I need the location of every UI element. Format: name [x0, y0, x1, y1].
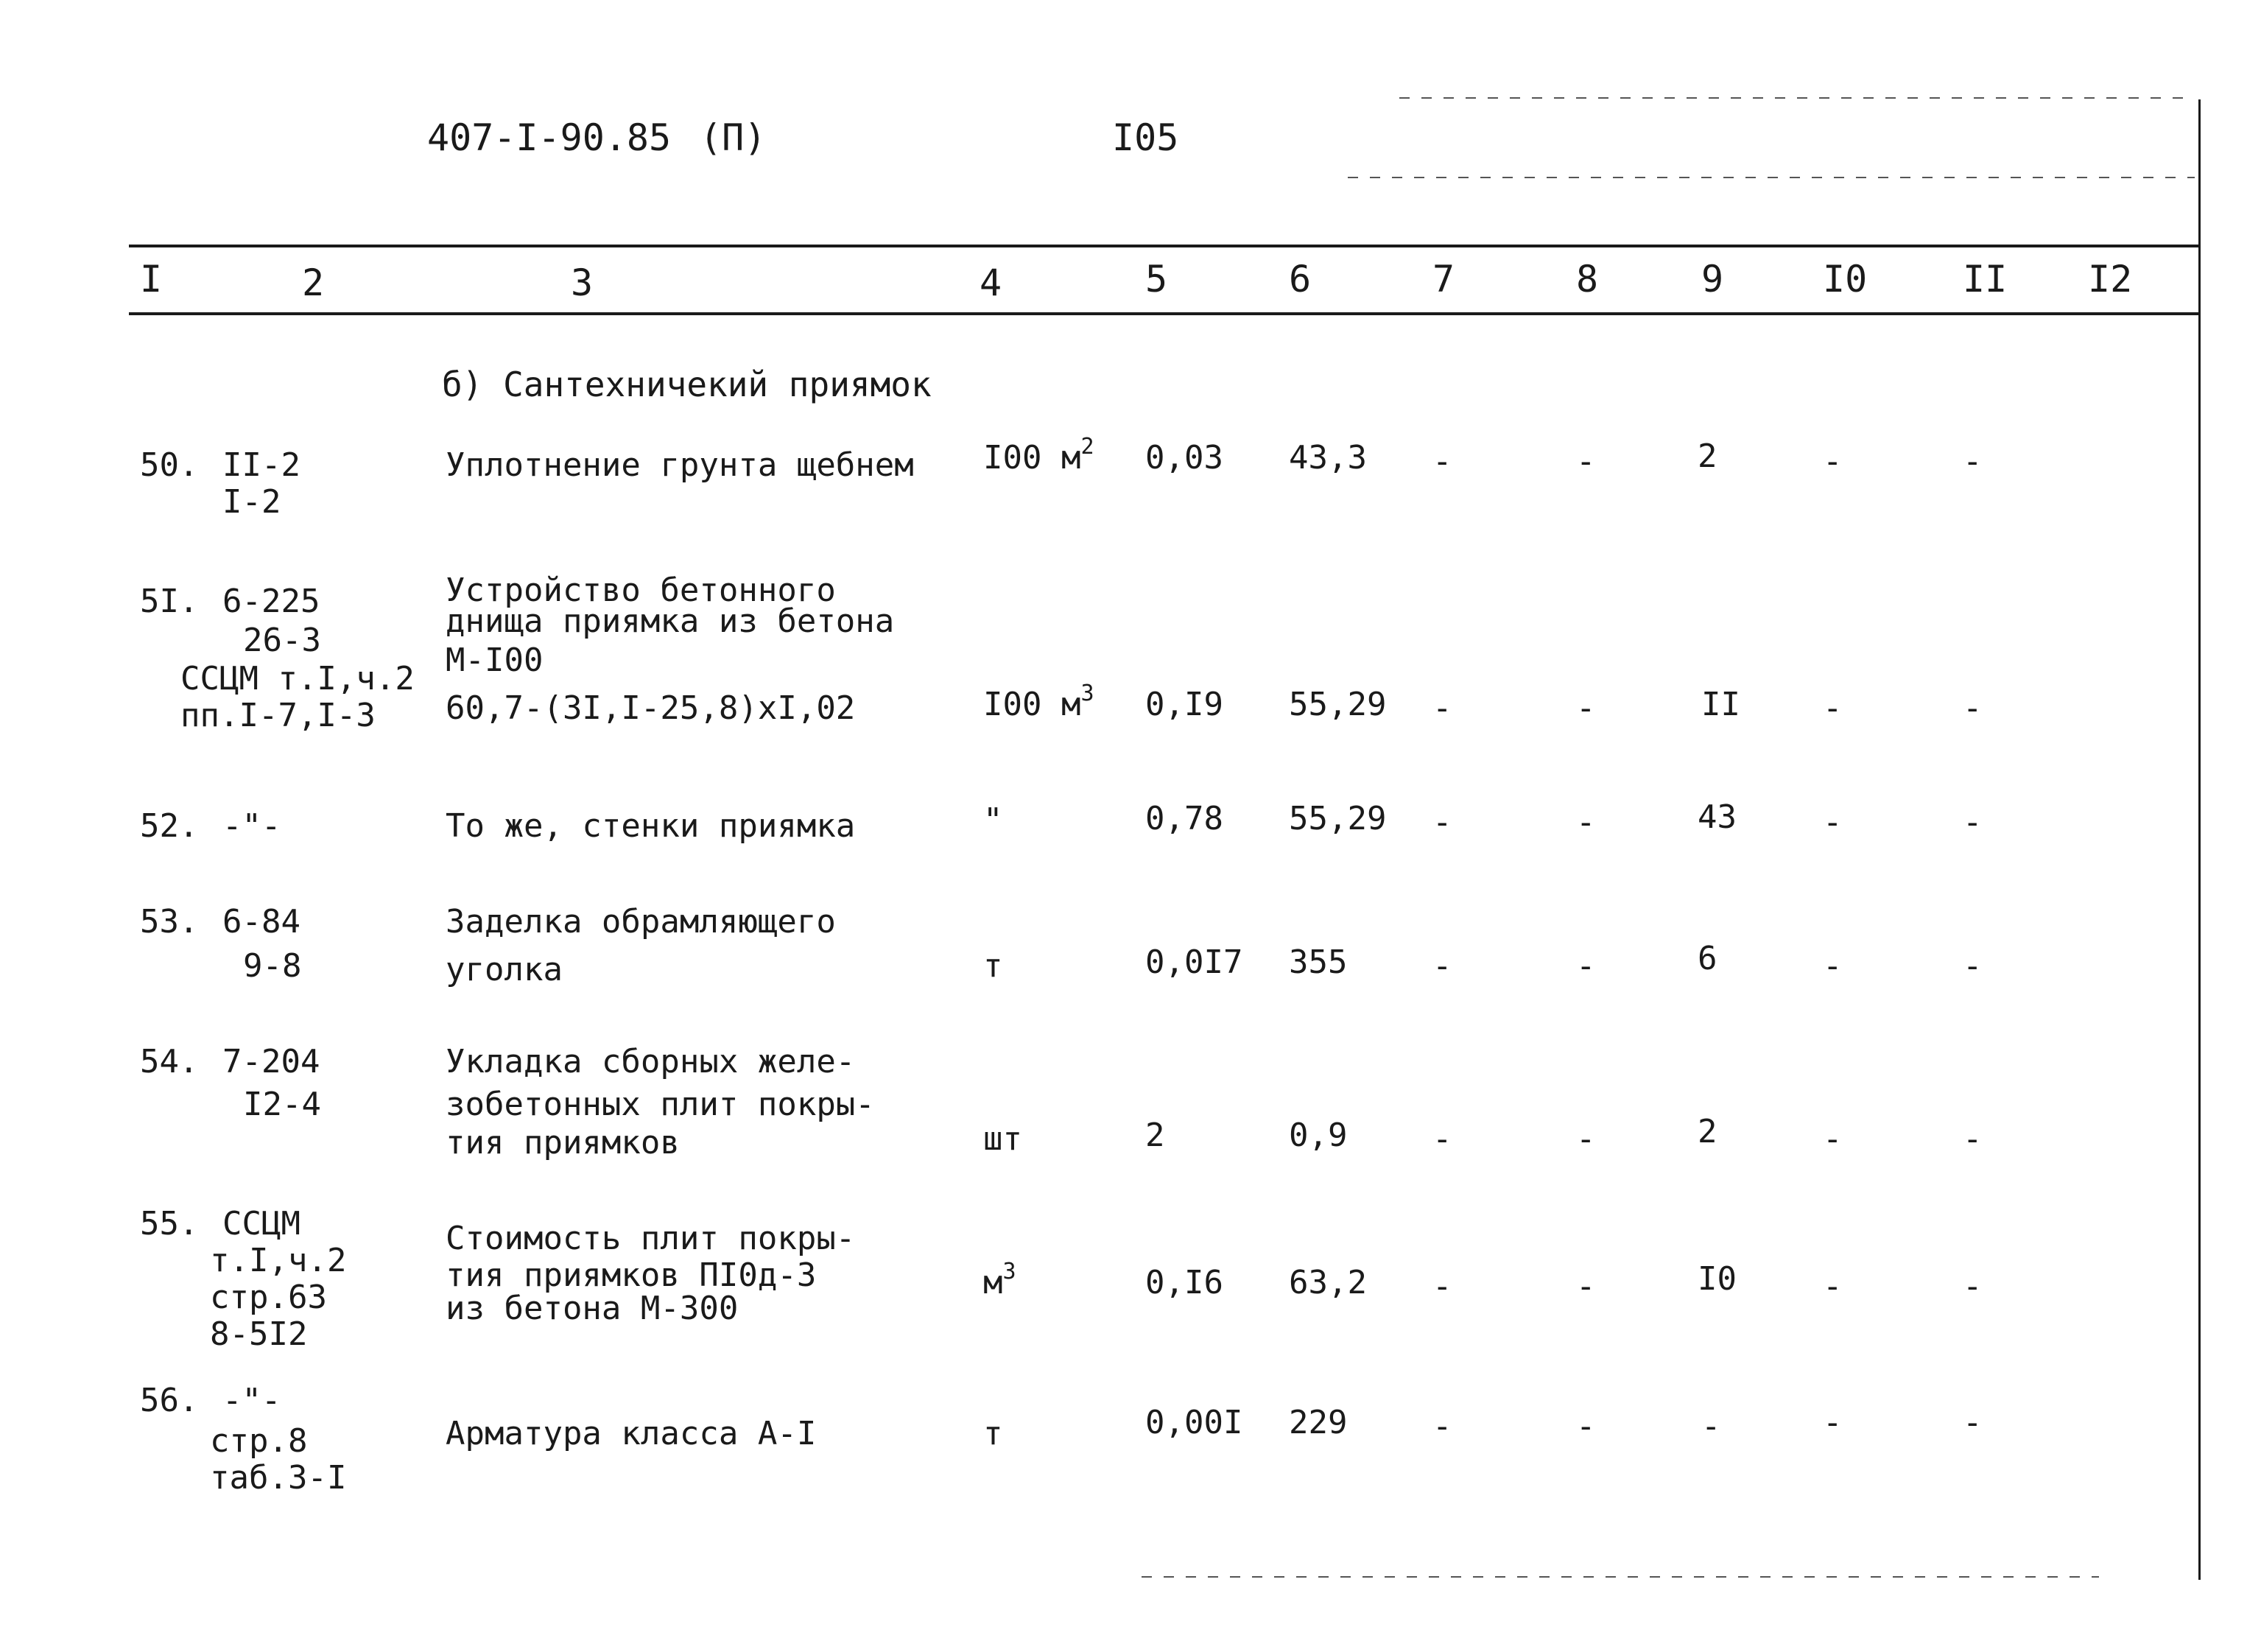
row-unit: I00 $м^3$ [983, 681, 1094, 723]
row-description-line: Заделка обрамляющего [446, 903, 836, 941]
col-header-11: II [1963, 258, 2008, 300]
row-code-line: 26-3 [243, 622, 321, 659]
row-price: 55,29 [1289, 686, 1387, 723]
table-header-bottom-line [129, 312, 2200, 315]
col-header-6: 6 [1289, 258, 1312, 300]
row-number: 56. [140, 1382, 199, 1419]
row-col11: - [1963, 689, 1983, 727]
row-description-line: днища приямка из бетона [446, 602, 895, 640]
row-quantity: 2 [1145, 1117, 1165, 1154]
row-description-line: зобетонных плит покры- [446, 1086, 875, 1123]
row-price: 63,2 [1289, 1264, 1367, 1301]
row-col11: - [1963, 804, 1983, 841]
row-number: 54. [140, 1043, 199, 1080]
row-code-line: II-2 [222, 446, 300, 484]
row-code-line: -"- [222, 1382, 281, 1419]
row-col7: - [1432, 1407, 1452, 1445]
row-description-line: тия приямков [446, 1124, 680, 1161]
row-description-line: Арматура класса А-I [446, 1415, 817, 1452]
row-code-line: стр.63 [210, 1279, 327, 1316]
row-code-line: ССЦМ [222, 1205, 300, 1242]
row-description-line: То же, стенки приямка [446, 807, 856, 845]
row-price: 43,3 [1289, 439, 1367, 477]
row-col9: 6 [1698, 940, 1717, 977]
row-description-line: Устройство бетонного [446, 572, 836, 609]
row-unit: шт [983, 1120, 1022, 1158]
row-unit: т [983, 947, 1003, 985]
row-col11: - [1963, 443, 1983, 480]
row-col9: II [1701, 686, 1740, 723]
row-col10: - [1823, 804, 1843, 841]
row-price: 0,9 [1289, 1117, 1348, 1154]
row-description-line: из бетона М-300 [446, 1290, 739, 1327]
row-description-line: 60,7-(3I,I-25,8)xI,02 [446, 689, 856, 727]
col-header-2: 2 [302, 261, 325, 304]
row-price: 229 [1289, 1404, 1348, 1441]
row-code-line: пп.I-7,I-3 [180, 697, 376, 734]
row-code-line: таб.3-I [210, 1459, 347, 1497]
row-unit: I00 $м^2$ [983, 434, 1094, 477]
row-unit: " [983, 801, 1003, 839]
row-code-line: ССЦМ т.I,ч.2 [180, 660, 415, 697]
row-code-line: I2-4 [243, 1086, 321, 1123]
row-col8: - [1576, 689, 1596, 727]
top-dashed-line-2 [1348, 177, 2195, 178]
row-description-line: М-I00 [446, 642, 544, 679]
row-col8: - [1576, 804, 1596, 841]
row-col7: - [1432, 1268, 1452, 1305]
row-number: 53. [140, 903, 199, 941]
row-description-line: уголка [446, 951, 563, 988]
row-col9: - [1701, 1407, 1721, 1445]
row-number: 50. [140, 446, 199, 484]
document-number: 407-I-90.85 [427, 116, 672, 159]
row-description-line: тия приямков ПI0д-3 [446, 1256, 817, 1294]
row-col10: - [1823, 689, 1843, 727]
row-quantity: 0,I9 [1145, 686, 1223, 723]
col-header-3: 3 [571, 261, 594, 304]
row-code-line: 6-84 [222, 903, 300, 941]
row-col11: - [1963, 947, 1983, 985]
row-col11: - [1963, 1120, 1983, 1158]
row-description-line: Стоимость плит покры- [446, 1220, 856, 1257]
col-header-10: I0 [1823, 258, 1868, 300]
row-number: 5I. [140, 583, 199, 620]
row-quantity: 0,03 [1145, 439, 1223, 477]
row-col8: - [1576, 1120, 1596, 1158]
col-header-5: 5 [1145, 258, 1168, 300]
col-header-9: 9 [1701, 258, 1724, 300]
row-col10: - [1823, 443, 1843, 480]
row-unit: т [983, 1415, 1003, 1452]
row-col7: - [1432, 947, 1452, 985]
row-col9: 2 [1698, 437, 1717, 475]
row-unit: $м^3$ [983, 1259, 1016, 1301]
row-col11: - [1963, 1268, 1983, 1305]
section-title: б) Сантехничекий приямок [442, 365, 932, 404]
row-col10: - [1823, 1268, 1843, 1305]
row-col7: - [1432, 804, 1452, 841]
col-header-4: 4 [980, 261, 1002, 304]
row-code-line: т.I,ч.2 [210, 1242, 347, 1279]
table-header-top-line [129, 245, 2200, 247]
row-description-line: Уплотнение грунта щебнем [446, 446, 914, 484]
row-price: 55,29 [1289, 800, 1387, 837]
row-col8: - [1576, 443, 1596, 480]
row-code-line: 7-204 [222, 1043, 320, 1080]
row-code-line: стр.8 [210, 1422, 308, 1460]
row-number: 52. [140, 807, 199, 845]
row-number: 55. [140, 1205, 199, 1242]
row-quantity: 0,78 [1145, 800, 1223, 837]
row-col11: - [1963, 1404, 1983, 1441]
row-description-line: Укладка сборных желе- [446, 1043, 856, 1080]
row-col10: - [1823, 947, 1843, 985]
right-border [2198, 99, 2201, 1580]
page-number: I05 [1112, 116, 1179, 159]
row-col8: - [1576, 947, 1596, 985]
row-col9: I0 [1698, 1260, 1737, 1298]
row-col8: - [1576, 1268, 1596, 1305]
col-header-1: I [140, 258, 163, 300]
row-col10: - [1823, 1404, 1843, 1441]
row-col10: - [1823, 1120, 1843, 1158]
row-col8: - [1576, 1407, 1596, 1445]
row-price: 355 [1289, 943, 1348, 981]
bottom-dashed-line [1142, 1576, 2099, 1578]
row-quantity: 0,0I7 [1145, 943, 1243, 981]
row-code-line: 8-5I2 [210, 1315, 308, 1353]
row-col7: - [1432, 443, 1452, 480]
col-header-8: 8 [1576, 258, 1599, 300]
row-col7: - [1432, 689, 1452, 727]
row-code-line: 6-225 [222, 583, 320, 620]
col-header-12: I2 [2088, 258, 2133, 300]
row-code-line: -"- [222, 807, 281, 845]
row-code-line: I-2 [222, 483, 281, 521]
row-col9: 43 [1698, 798, 1737, 836]
row-code-line: 9-8 [243, 947, 302, 985]
row-col9: 2 [1698, 1113, 1717, 1150]
top-dashed-line [1399, 97, 2195, 99]
document-suffix: (П) [700, 116, 767, 159]
row-quantity: 0,I6 [1145, 1264, 1223, 1301]
row-quantity: 0,00I [1145, 1404, 1243, 1441]
col-header-7: 7 [1432, 258, 1455, 300]
row-col7: - [1432, 1120, 1452, 1158]
